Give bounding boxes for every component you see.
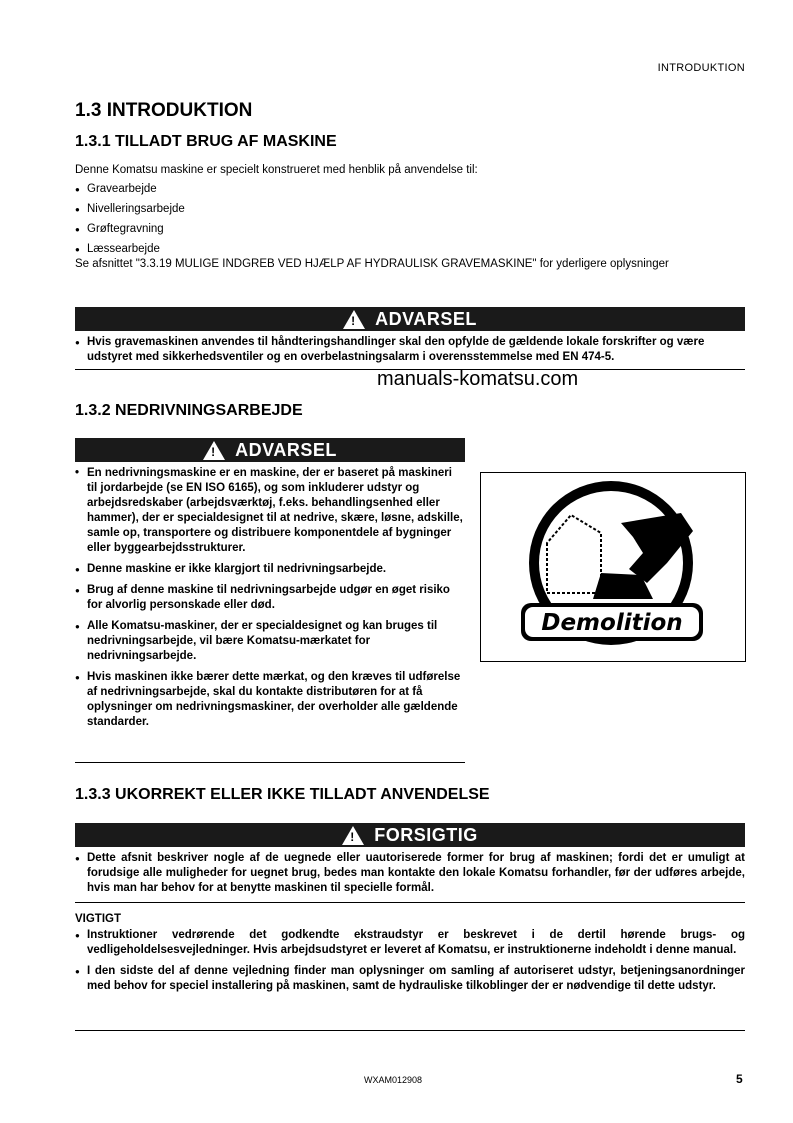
demolition-logo-frame — [480, 472, 746, 662]
important-content — [75, 928, 745, 994]
warning-label: ADVARSEL — [375, 308, 477, 329]
important-list — [75, 928, 745, 994]
caution-banner — [75, 823, 745, 847]
section-title-1-3-1: 1.3.1 TILLADT BRUG AF MASKINE — [75, 133, 337, 150]
warning-banner — [75, 438, 465, 462]
divider — [75, 1030, 745, 1031]
intro-text: Denne Komatsu maskine er specielt konstrueret med henblik på anvendelse til: — [75, 164, 478, 176]
list-item: ● Dette afsnit beskriver nogle af de uegnede eller uautoriserede former for brug af maskinen; fordi det er umuligt at forudsige alle muligheder for uegnet brug, bedes man kontakte den lokale Komatsu forhandler, før der udføres arbejde, hvis man har behov for at benytte maskinen til specielle formål. — [75, 851, 745, 896]
section-1-3-1-body — [75, 163, 745, 272]
list-item: ● Instruktioner vedrørende det godkendte ekstraudstyr er beskrevet i de dertil hørende brugs- og vedligeholdelsesvejledninger. Hvis arbejdsudstyret er leveret af Komatsu, er instruktionerne indeholdt i denne manual. — [75, 928, 745, 958]
warning-banner — [75, 307, 745, 331]
warning-content — [75, 466, 463, 730]
warning-list — [75, 562, 463, 730]
warning-icon: ! — [343, 310, 365, 329]
caution-icon: ! — [342, 826, 364, 845]
use-list — [75, 182, 745, 257]
logo-text: Demolition — [541, 610, 683, 636]
warning-content — [75, 335, 745, 370]
document-code: WXAM012908 — [364, 1075, 423, 1085]
caution-content — [75, 851, 745, 901]
list-item: ● Hvis maskinen ikke bærer dette mærkat, og den kræves til udførelse af nedrivningsarbejde, skal du kontakte distributøren for at få oplysninger om nedrivningsmaskiner, der overholder alle gældende standarder. — [75, 670, 463, 730]
warning-list — [75, 335, 745, 365]
list-item: ● Brug af denne maskine til nedrivningsarbejde udgør en øget risiko for alvorlig personskade eller død. — [75, 583, 463, 613]
list-item: ● Hvis gravemaskinen anvendes til håndteringshandlinger skal den opfylde de gældende lokale forskrifter og være udstyret med sikkerhedsventiler og en overbelastningsalarm i overensstemmelse med EN 474-5. — [75, 335, 745, 365]
list-item: ● Denne maskine er ikke klargjort til nedrivningsarbejde. — [75, 562, 463, 577]
important-label: VIGTIGT — [75, 913, 121, 925]
running-header: INTRODUKTION — [657, 62, 745, 74]
list-item: ● Gravearbejde — [75, 182, 745, 197]
page-number: 5 — [736, 1072, 743, 1086]
caution-label: FORSIGTIG — [374, 824, 478, 845]
watermark: manuals-komatsu.com — [377, 368, 579, 390]
reference-text: Se afsnittet "3.3.19 MULIGE INDGREB VED HJÆLP AF HYDRAULISK GRAVEMASKINE" for yderligere oplysninger — [75, 258, 669, 270]
section-title-1-3-3: 1.3.3 UKORREKT ELLER IKKE TILLADT ANVENDELSE — [75, 786, 490, 803]
list-item: ● Nivelleringsarbejde — [75, 202, 745, 217]
section-title-1-3: 1.3 INTRODUKTION — [75, 100, 253, 121]
demolition-logo — [481, 473, 745, 661]
list-item: • En nedrivningsmaskine er en maskine, der er baseret på maskineri til jordarbejde (se EN ISO 6165), og som inkluderer udstyr og arbejdsredskaber (arbejdsværktøj, f.eks. behandlingsenhed eller hammer), der er specialdesignet til at nedrive, skære, løsne, adskille, samle op, transportere og distribuere komponentdele af bygninger eller byggearbejdsstrukturer. — [75, 467, 463, 554]
warning-label: ADVARSEL — [235, 439, 337, 460]
section-title-1-3-2: 1.3.2 NEDRIVNINGSARBEJDE — [75, 402, 303, 419]
divider — [75, 762, 465, 763]
list-item: ● Læssearbejde — [75, 242, 745, 257]
warning-icon: ! — [203, 441, 225, 460]
list-item: ● Alle Komatsu-maskiner, der er specialdesignet og kan bruges til nedrivningsarbejde, vil bære Komatsu-mærkatet for nedrivningsarbejde. — [75, 619, 463, 664]
list-item: ● Grøftegravning — [75, 222, 745, 237]
caution-list — [75, 851, 745, 896]
list-item: ● I den sidste del af denne vejledning finder man oplysninger om samling af autoriseret udstyr, betjeningsanordninger med behov for speciel installering på maskinen, samt de hydrauliske tilkoblinger der er nødvendige til dette udstyr. — [75, 964, 745, 994]
divider — [75, 902, 745, 903]
